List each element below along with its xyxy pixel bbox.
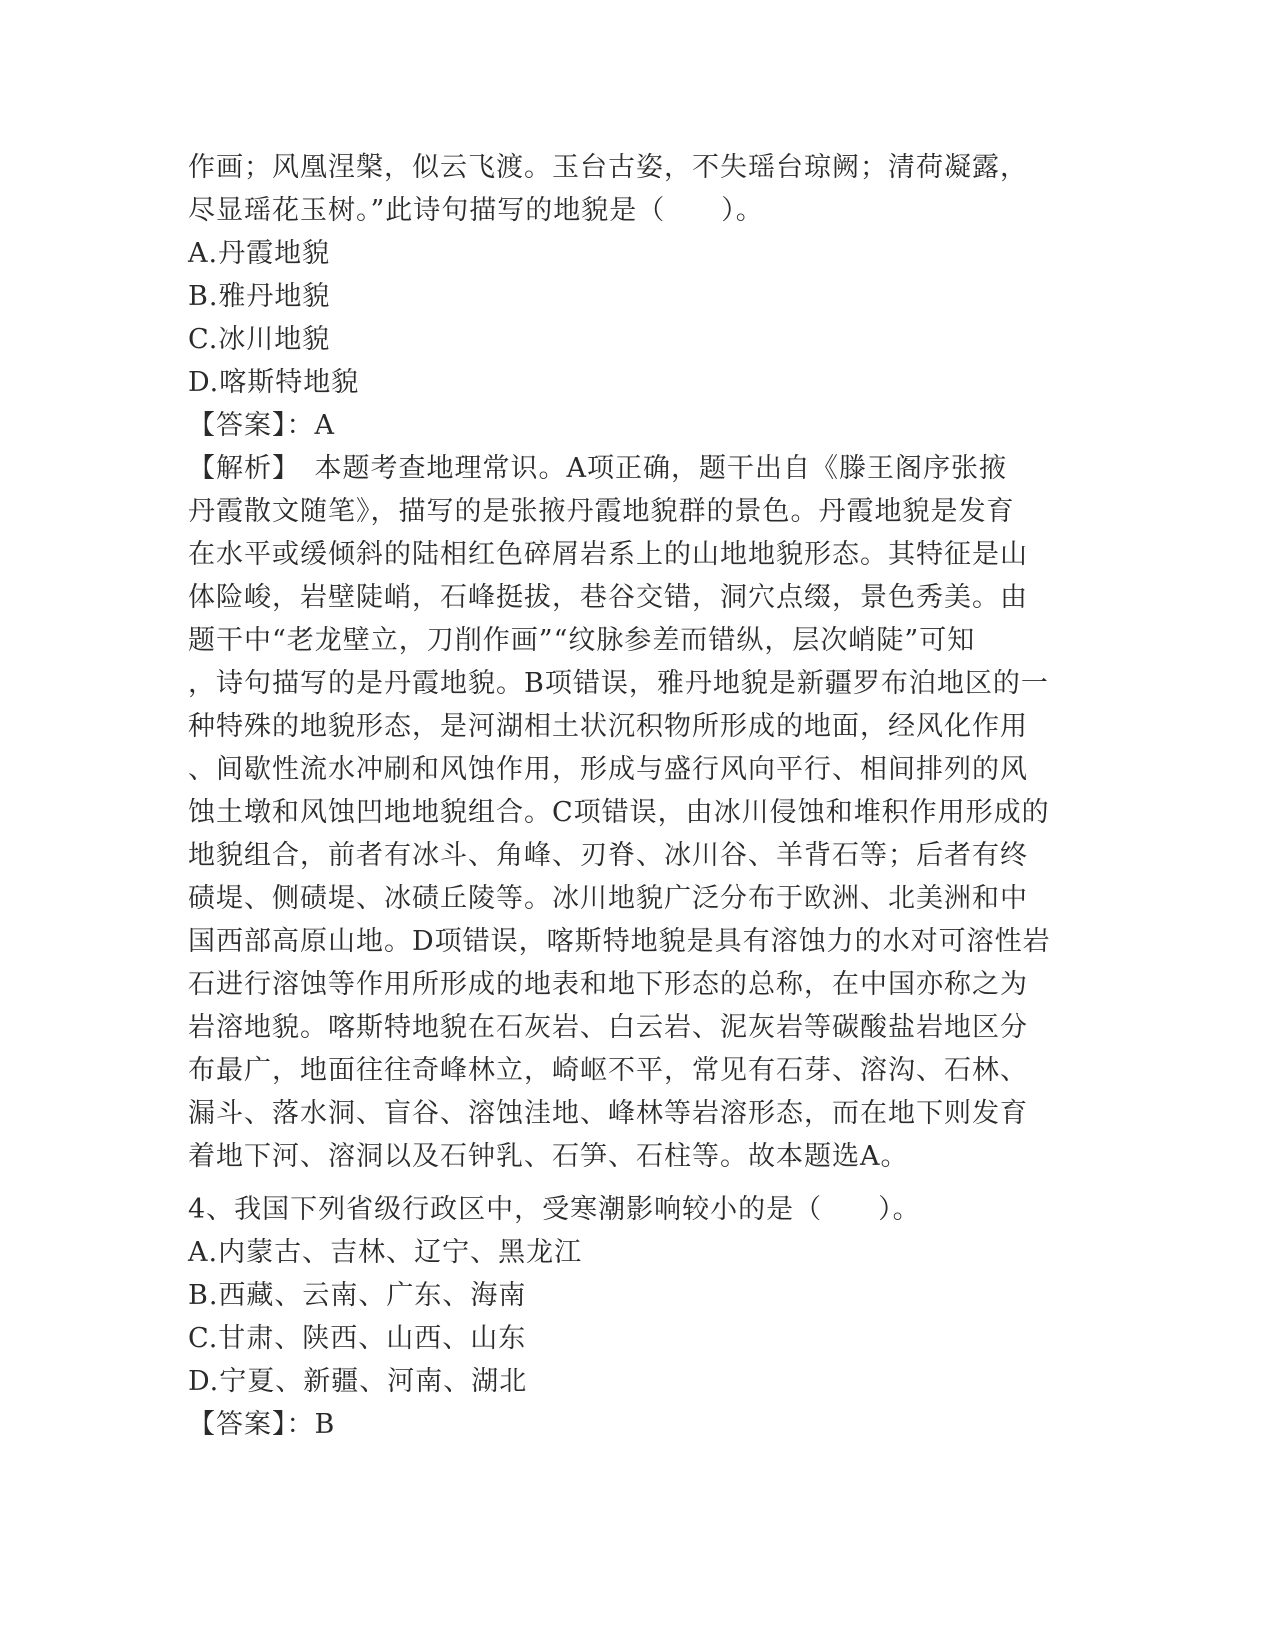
- analysis-line: 、间歇性流水冲刷和风蚀作用，形成与盛行风向平行、相间排列的风: [188, 754, 1028, 785]
- analysis-line: 地貌组合，前者有冰斗、角峰、刃脊、冰川谷、羊背石等；后者有终: [188, 840, 1028, 871]
- question-4-option-a: A.内蒙古、吉林、辽宁、黑龙江: [188, 1237, 583, 1268]
- question-spacer: [188, 1178, 1088, 1188]
- question-4-option-b: B.西藏、云南、广东、海南: [188, 1280, 527, 1311]
- analysis-line: 国西部高原山地。D项错误，喀斯特地貌是具有溶蚀力的水对可溶性岩: [188, 926, 1051, 957]
- question-3-analysis: [188, 447, 1088, 1178]
- question-3-option-b: B.雅丹地貌: [188, 281, 331, 312]
- analysis-line: 蚀土墩和风蚀凹地地貌组合。C项错误，由冰川侵蚀和堆积作用形成的: [188, 797, 1050, 828]
- analysis-line: 着地下河、溶洞以及石钟乳、石笋、石柱等。故本题选A。: [188, 1141, 909, 1172]
- analysis-line: 在水平或缓倾斜的陆相红色碎屑岩系上的山地地貌形态。其特征是山: [188, 539, 1028, 570]
- question-3-answer: 【答案】：A: [188, 410, 335, 441]
- analysis-line: 碛堤、侧碛堤、冰碛丘陵等。冰川地貌广泛分布于欧洲、北美洲和中: [188, 883, 1028, 914]
- question-3-option-d: D.喀斯特地貌: [188, 367, 360, 398]
- analysis-line: 体险峻，岩壁陡峭，石峰挺拔，巷谷交错，洞穴点缀，景色秀美。由: [188, 582, 1028, 613]
- document-page: [188, 146, 1088, 1446]
- analysis-line: 丹霞散文随笔》，描写的是张掖丹霞地貌群的景色。丹霞地貌是发育: [188, 496, 1015, 527]
- question-4-answer: 【答案】：B: [188, 1409, 336, 1440]
- question-3-option-c: C.冰川地貌: [188, 324, 331, 355]
- analysis-line: 漏斗、落水洞、盲谷、溶蚀洼地、峰林等岩溶形态，而在地下则发育: [188, 1098, 1028, 1129]
- question-4-option-d: D.宁夏、新疆、河南、湖北: [188, 1366, 528, 1397]
- question-3-option-a: A.丹霞地貌: [188, 238, 331, 269]
- analysis-line: 岩溶地貌。喀斯特地貌在石灰岩、白云岩、泥灰岩等碳酸盐岩地区分: [188, 1012, 1028, 1043]
- question-4-option-c: C.甘肃、陕西、山西、山东: [188, 1323, 527, 1354]
- analysis-line: ，诗句描写的是丹霞地貌。B项错误，雅丹地貌是新疆罗布泊地区的一: [188, 668, 1049, 699]
- question-4-stem: 4、我国下列省级行政区中，受寒潮影响较小的是（ ）。: [188, 1194, 921, 1225]
- analysis-line: 布最广，地面往往奇峰林立，崎岖不平，常见有石芽、溶沟、石林、: [188, 1055, 1028, 1086]
- question-3-stem-line: 作画；风凰涅槃，似云飞渡。玉台古姿，不失瑶台琼阙；清荷凝露，: [188, 152, 1028, 183]
- question-3-stem-line: 尽显瑶花玉树。”此诗句描写的地貌是（ ）。: [188, 195, 764, 226]
- question-3: [188, 146, 1088, 1178]
- question-4: [188, 1188, 1088, 1446]
- analysis-line: 题干中“老龙壁立，刀削作画”“纹脉参差而错纵，层次峭陡”可知: [188, 625, 976, 656]
- analysis-line: 【解析】 本题考查地理常识。A项正确，题干出自《滕王阁序张掖: [188, 453, 1007, 484]
- analysis-line: 种特殊的地貌形态，是河湖相土状沉积物所形成的地面，经风化作用: [188, 711, 1028, 742]
- analysis-line: 石进行溶蚀等作用所形成的地表和地下形态的总称，在中国亦称之为: [188, 969, 1028, 1000]
